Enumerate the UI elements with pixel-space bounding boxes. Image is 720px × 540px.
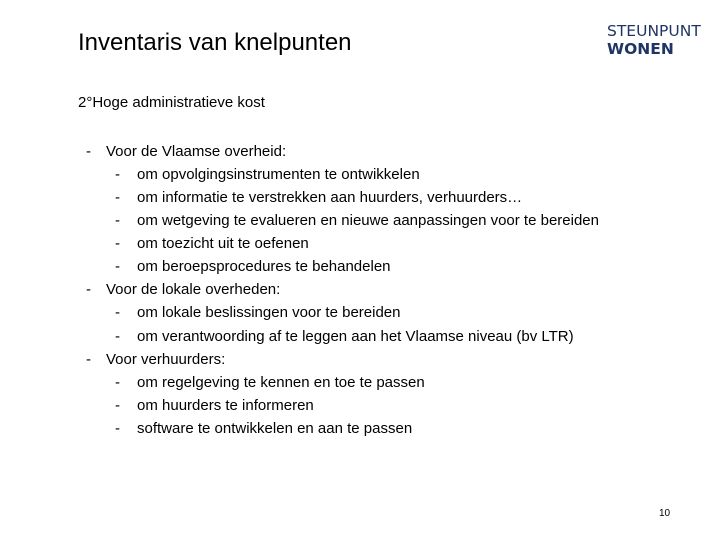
list-item (0, 303, 720, 326)
list-item (0, 257, 720, 280)
sub-item-text: om beroepsprocedures te behandelen (137, 258, 391, 276)
sub-item-text: software te ontwikkelen en aan te passen (137, 419, 413, 437)
bullet-list (0, 142, 720, 442)
sub-item-text: om lokale beslissingen voor te bereiden (137, 304, 401, 322)
bullet-dash: - (86, 281, 91, 299)
list-item (0, 142, 720, 165)
slide-title: Inventaris van knelpunten (78, 29, 352, 56)
bullet-dash: - (115, 212, 120, 230)
steunpunt-wonen-logo (607, 22, 701, 58)
bullet-dash: - (115, 235, 120, 253)
list-item (0, 327, 720, 350)
sub-item-text: om opvolgingsinstrumenten te ontwikkelen (137, 166, 420, 184)
bullet-dash: - (86, 143, 91, 160)
group-label: Voor de Vlaamse overheid: (106, 143, 287, 160)
list-item (0, 188, 720, 211)
sub-item-text: om verantwoording af te leggen aan het Vlaamse niveau (bv LTR) (137, 327, 574, 345)
bullet-dash: - (115, 258, 120, 276)
bullet-dash: - (115, 396, 120, 414)
list-item (0, 373, 720, 396)
bullet-dash: - (115, 166, 120, 184)
list-item (0, 165, 720, 188)
bullet-dash: - (86, 350, 91, 368)
bullet-dash: - (115, 327, 120, 345)
list-item (0, 234, 720, 257)
sub-item-text: om huurders te informeren (137, 396, 314, 414)
group-label: Voor de lokale overheden: (106, 281, 281, 299)
logo-line-1: STEUNPUNT (607, 22, 701, 40)
sub-item-text: om wetgeving te evalueren en nieuwe aanpassingen voor te bereiden (137, 212, 599, 230)
bullet-dash: - (115, 304, 120, 322)
bullet-dash: - (115, 373, 120, 391)
sub-item-text: om regelgeving te kennen en toe te passen (137, 373, 425, 391)
list-item (0, 280, 720, 303)
list-item (0, 396, 720, 419)
group-label: Voor verhuurders: (106, 350, 226, 368)
sub-item-text: om toezicht uit te oefenen (137, 235, 309, 253)
list-item (0, 419, 720, 442)
page-number: 10 (659, 508, 671, 519)
list-item (0, 211, 720, 234)
bullet-dash: - (115, 419, 120, 437)
slide-subtitle: 2°Hoge administratieve kost (78, 94, 265, 111)
logo-line-2: WONEN (607, 40, 674, 58)
bullet-dash: - (115, 189, 120, 207)
sub-item-text: om informatie te verstrekken aan huurders, verhuurders… (137, 189, 523, 207)
list-item (0, 350, 720, 373)
